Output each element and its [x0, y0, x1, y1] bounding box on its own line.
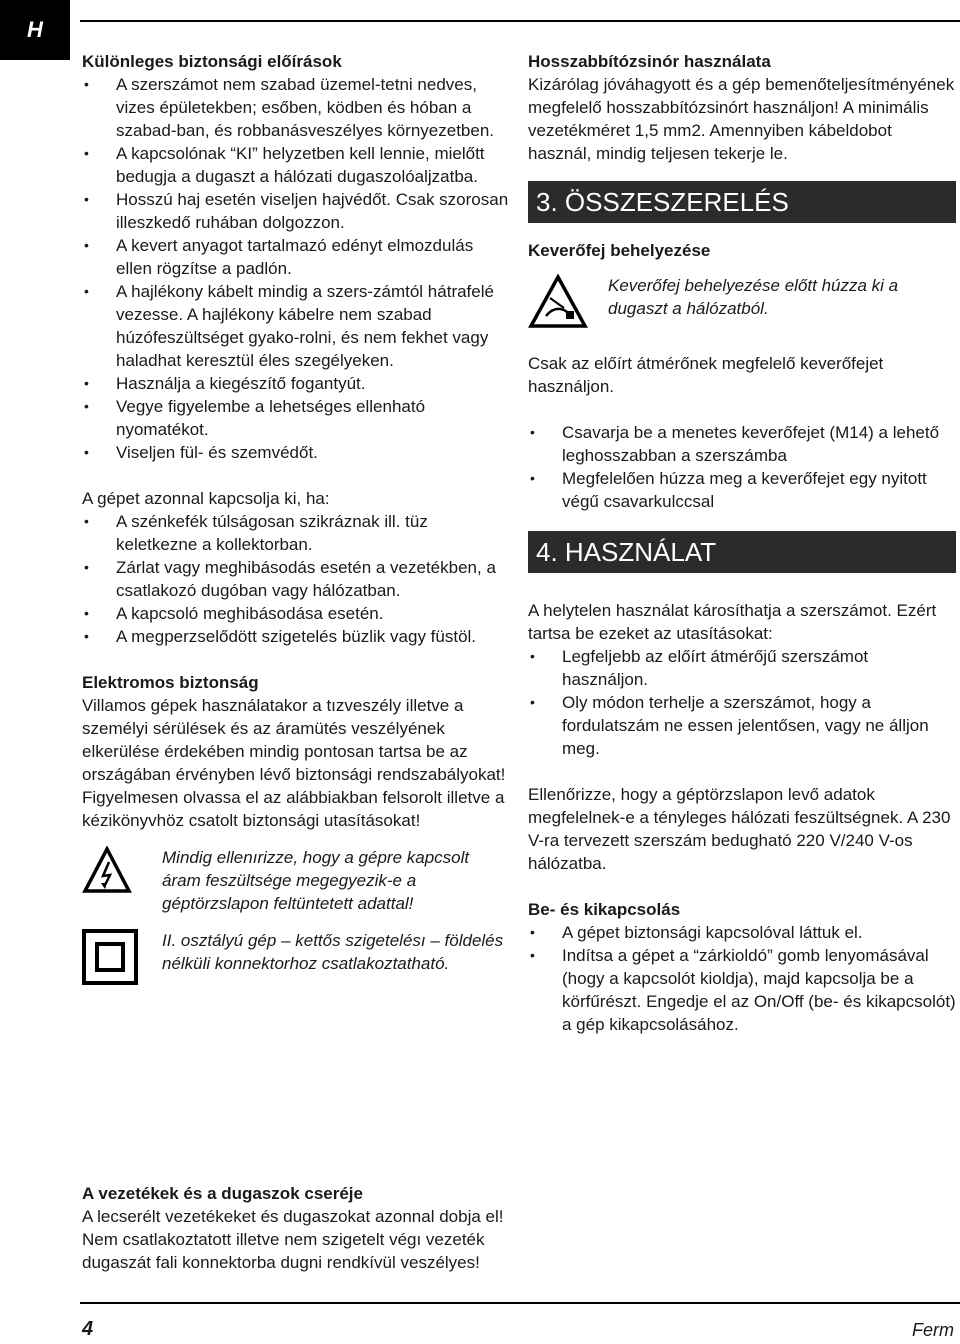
left-column [82, 50, 512, 991]
special-title: Különleges biztonsági előírások [82, 52, 342, 71]
list-item: • A kapcsolónak “KI” helyzetben kell lennie, mielőtt bedugja a dugaszt a hálózati dugaszolóaljzatba. [82, 142, 512, 188]
mixer-text: Csak az előírt átmérőnek megfelelő keverőfejet használjon. [528, 354, 884, 396]
special-list [82, 73, 512, 464]
voltage-text: Ellenőrizze, hogy a géptörzslapon levő adatok megfelelnek-e a tényleges hálózati feszültségnek. A 230 V-ra tervezett szerszám bedugható 220 V/240 V-os hálózatba. [528, 785, 951, 873]
list-item: • Indítsa a gépet a “zárkioldó” gomb lenyomásával (hogy a kapcsolót kioldja), majd kapcsolja be a körfűrészt. Engedje el az On/Off (be- és kikapcsolót) a gép kikapcsolásához. [528, 944, 956, 1036]
use-list [528, 645, 956, 760]
language-tab: H [0, 0, 70, 60]
cables-title: A vezetékek és a dugaszok cseréje [82, 1184, 363, 1203]
list-item: • Hosszú haj esetén viseljen hajvédőt. Csak szorosan illeszkedő ruhában dolgozzon. [82, 188, 512, 234]
list-item: • Oly módon terhelje a szerszámot, hogy a fordulatszám ne essen jelentősen, vagy ne álljon meg. [528, 691, 956, 760]
list-item: • Megfelelően húzza meg a keverőfejet egy nyitott végű csavarkulccsal [528, 467, 956, 513]
top-rule [80, 20, 960, 22]
bottom-rule [80, 1302, 960, 1304]
section-3-header: 3. ÖSSZESZERELÉS [528, 181, 956, 223]
mixer-title: Keverőfej behelyezése [528, 241, 711, 260]
lightning-warning-icon [82, 846, 162, 900]
page-number: 4 [82, 1318, 94, 1340]
class2-text: II. osztályú gép – kettős szigetelésı – földelés nélküli konnektorhoz csatlakoztatható. [162, 931, 504, 973]
list-item: • A kevert anyagot tartalmazó edényt elmozdulás ellen rögzítse a padlón. [82, 234, 512, 280]
list-item: • A kapcsoló meghibásodása esetén. [82, 602, 512, 625]
list-item: • Használja a kiegészítő fogantyút. [82, 372, 512, 395]
mixer-list [528, 421, 956, 513]
elec-title: Elektromos biztonság [82, 673, 259, 692]
list-item: • Viseljen fül- és szemvédőt. [82, 441, 512, 464]
elec-text: Villamos gépek használatakor a tızveszély illetve a személyi sérülések és az áramütés veszélyének elkerülése érdekében mindig pontosan tartsa be az országában érvényben lévő biztonsági rendszabályokat! Figyelmesen olvassa el az alábbiakban felsorolt illetve a kézikönyvhöz csatolt biztonsági utasításokat! [82, 696, 506, 830]
list-item: • A hajlékony kábelt mindig a szers-zámtól hátrafelé vezesse. A hajlékony kábelre nem szabad húzófeszültséget gyako-rolni, és nem fekhet vagy haladhat keresztül éles szegélyeken. [82, 280, 512, 372]
switchoff-list [82, 510, 512, 648]
section-4-header: 4. HASZNÁLAT [528, 531, 956, 573]
double-insulation-icon [82, 929, 162, 991]
list-item: • Zárlat vagy meghibásodás esetén a vezetékben, a csatlakozó dugóban vagy hálózatban. [82, 556, 512, 602]
cables-text: A lecserélt vezetékeket és dugaszokat azonnal dobja el! Nem csatlakoztatott illetve nem szigetelt végı vezeték dugaszát fali konnektorba dugni rendkívül veszélyes! [82, 1207, 504, 1272]
voltage-warning [82, 846, 512, 915]
voltage-warning-text: Mindig ellenırizze, hogy a gépre kapcsolt áram feszültsége megegyezik-e a géptörzslapon feltüntetett adattal! [162, 848, 470, 913]
onoff-list [528, 921, 956, 1036]
list-item: • Csavarja be a menetes keverőfejet (M14) a lehető leghosszabban a szerszámba [528, 421, 956, 467]
unplug-warning-icon [528, 274, 608, 336]
use-text: A helytelen használat károsíthatja a szerszámot. Ezért tartsa be ezeket az utasításokat: [528, 601, 937, 643]
list-item: • A szerszámot nem szabad üzemel-tetni nedves, vizes épületekben; esőben, ködben és hóban a szabad-ban, és robbanásveszélyes környezetben. [82, 73, 512, 142]
brand-name: Ferm [912, 1320, 954, 1340]
mixer-warning [528, 274, 956, 336]
list-item: • A megperzselődött szigetelés büzlik vagy füstöl. [82, 625, 512, 648]
list-item: • Legfeljebb az előírt átmérőjű szerszámot használjon. [528, 645, 956, 691]
onoff-title: Be- és kikapcsolás [528, 900, 681, 919]
mixer-warning-text: Keverőfej behelyezése előtt húzza ki a dugaszt a hálózatból. [608, 276, 899, 318]
list-item: • Vegye figyelembe a lehetséges ellenható nyomatékot. [82, 395, 512, 441]
switchoff-intro: A gépet azonnal kapcsolja ki, ha: [82, 489, 330, 508]
list-item: • A szénkefék túlságosan szikráznak ill. tüz keletkezne a kollektorban. [82, 510, 512, 556]
ext-text: Kizárólag jóváhagyott és a gép bemenőteljesítményének megfelelő hosszabbítózsinórt használjon! A minimális vezetékméret 1,5 mm2. Amennyiben kábeldobot használ, mindig teljesen tekerje le. [528, 75, 955, 163]
class2-notice [82, 929, 512, 991]
cables-section [82, 1182, 512, 1274]
ext-title: Hosszabbítózsinór használata [528, 52, 771, 71]
right-column [528, 50, 956, 1036]
list-item: • A gépet biztonsági kapcsolóval láttuk el. [528, 921, 956, 944]
